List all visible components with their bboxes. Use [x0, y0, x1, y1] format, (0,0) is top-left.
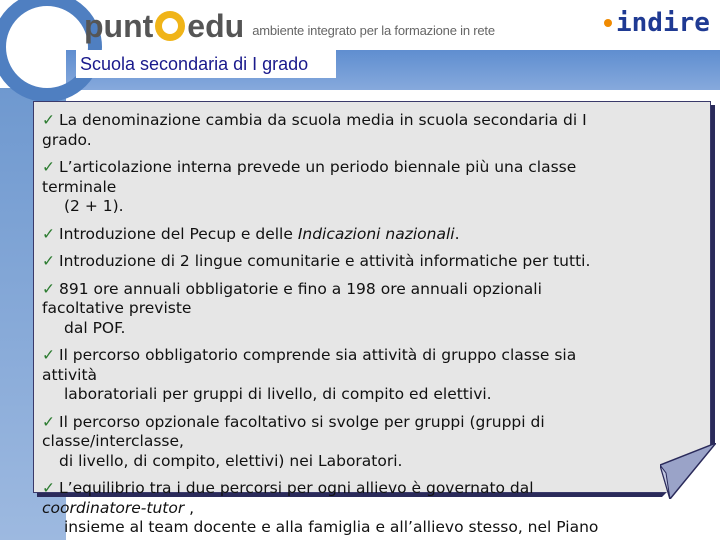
bullet-list [42, 111, 692, 546]
bullet-line: Il percorso obbligatorio comprende sia attività di gruppo classe sia [59, 346, 577, 364]
list-item [42, 111, 692, 150]
check-icon: ✓ [42, 479, 55, 497]
check-icon: ✓ [42, 158, 55, 176]
logo-o-icon [155, 11, 185, 41]
bullet-line: facoltative previste [42, 299, 192, 317]
logo-edu-text: edu [187, 7, 245, 44]
check-icon: ✓ [42, 279, 55, 298]
puntoedu-logo [84, 6, 495, 46]
bullet-line: grado. [42, 130, 92, 149]
bullet-line: L’articolazione interna prevede un periodo biennale più una classe [59, 158, 577, 176]
bullet-line: La denominazione cambia da scuola media in scuola secondaria di I [59, 111, 587, 129]
check-icon: ✓ [42, 412, 55, 431]
list-item [42, 252, 692, 272]
bullet-line: di livello, di compito, elettivi) nei Laboratori. [59, 451, 403, 470]
indire-dot-icon [604, 19, 612, 27]
bullet-italic: Indicazioni nazionali [297, 224, 455, 243]
list-item [42, 479, 692, 538]
bullet-line: terminale [42, 177, 117, 196]
slide-title: Scuola secondaria di I grado [76, 50, 336, 78]
bullet-text: , [184, 498, 195, 517]
indire-logo [604, 8, 710, 38]
bullet-line: (2 + 1). [64, 197, 124, 215]
check-icon: ✓ [42, 346, 55, 364]
bullet-line: attività [42, 365, 98, 384]
list-item [42, 346, 692, 405]
check-icon: ✓ [42, 252, 55, 270]
bullet-line: 891 ore annuali obbligatorie e fino a 198 ore annuali opzionali [59, 279, 542, 298]
bullet-line: laboratoriali per gruppi di livello, di compito ed elettivi. [64, 385, 492, 403]
bullet-line: Introduzione di 2 lingue comunitarie e attività informatiche per tutti. [59, 252, 591, 270]
bullet-text: L’equilibrio tra i due percorsi per ogni allievo è governato dal [59, 479, 534, 497]
bullet-line: classe/interclasse, [42, 432, 184, 450]
list-item [42, 413, 692, 472]
bullet-text: . [454, 224, 460, 243]
bullet-italic: coordinatore-tutor [42, 498, 185, 517]
list-item [42, 280, 692, 339]
check-icon: ✓ [42, 111, 55, 129]
indire-logo-text: indire [616, 8, 710, 38]
check-icon: ✓ [42, 224, 55, 243]
bullet-line: Il percorso opzionale facoltativo si svolge per gruppi (gruppi di [59, 412, 545, 431]
bullet-text: Introduzione del Pecup e delle [59, 224, 298, 243]
list-item [42, 158, 692, 217]
bullet-line: dal POF. [64, 318, 126, 337]
logo-tagline: ambiente integrato per la formazione in rete [252, 22, 495, 38]
bullet-line: insieme al team docente e alla famiglia e all’allievo stesso, nel Piano [64, 518, 599, 536]
logo-punt-text: punt [84, 7, 154, 44]
list-item [42, 225, 692, 245]
